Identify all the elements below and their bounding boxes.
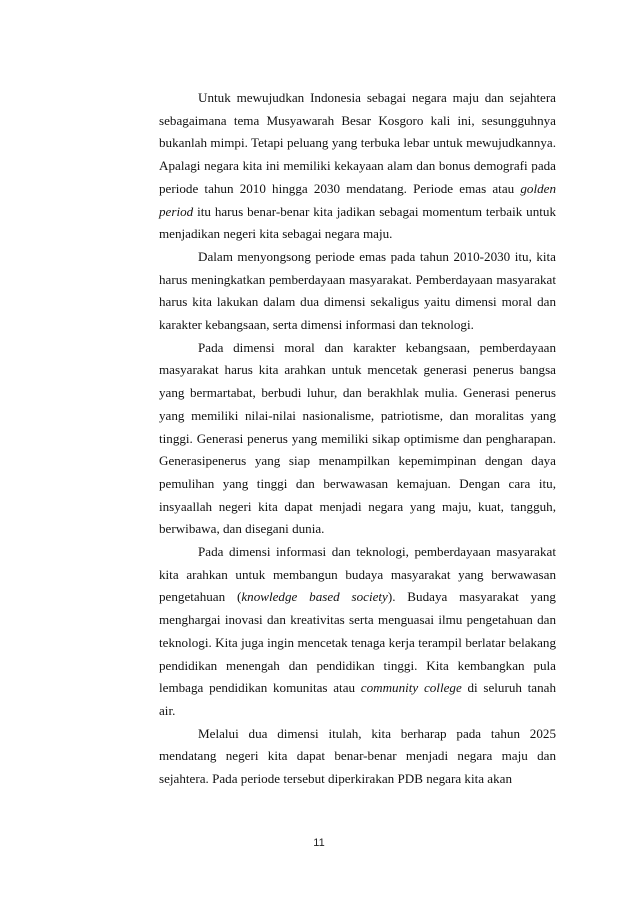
paragraph-4-text-1: Pada dimensi informasi dan teknologi, pemberdayaan masyarakat kita arahkan untuk membangun budaya masyarakat yang berwawasan pengetahuan ( bbox=[159, 544, 556, 605]
paragraph-3 bbox=[159, 337, 556, 541]
paragraph-4-text-3: di seluruh tanah air. bbox=[159, 680, 557, 718]
paragraph-5-text: Melalui dua dimensi itulah, kita berharap pada tahun 2025 mendatang negeri kita dapat benar-benar menjadi negara maju dan sejahtera. Pada periode tersebut diperkirakan PDB negara kita akan bbox=[159, 725, 556, 787]
page-number: 11 bbox=[313, 837, 325, 849]
paragraph-2-text: Dalam menyongsong periode emas pada tahun 2010-2030 itu, kita harus meningkatkan pemberdayaan masyarakat. Pemberdayaan masyarakat harus kita lakukan dalam dua dimensi sekaligus yaitu dimensi moral dan karakter kebangsaan, serta dimensi informasi dan teknologi. bbox=[159, 248, 556, 333]
body-text bbox=[159, 87, 556, 791]
paragraph-5 bbox=[159, 723, 556, 791]
paragraph-4-italic-term-1: knowledge based society bbox=[241, 589, 388, 605]
paragraph-1-text-1: Untuk mewujudkan Indonesia sebagai negara maju dan sejahtera sebagaimana tema Musyawarah Besar Kosgoro kali ini, sesungguhnya bukanlah mimpi. Tetapi peluang yang terbuka lebar untuk mewujudkannya. Apalagi negara kita ini memiliki kekayaan alam dan bonus demografi pada periode tahun 2010 hingga 2030 mendatang. Periode emas atau bbox=[159, 90, 556, 196]
paragraph-4 bbox=[159, 541, 556, 723]
paragraph-4-text-2: ). Budaya masyarakat yang menghargai inovasi dan kreativitas serta menguasai ilmu pengetahuan dan teknologi. Kita juga ingin mencetak tenaga kerja terampil berlatar belakang pendidikan menengah dan pendidikan tinggi. Kita kembangkan pula lembaga pendidikan komunitas atau bbox=[159, 589, 556, 696]
paragraph-1-text-2: itu harus benar-benar kita jadikan sebagai momentum terbaik untuk menjadikan negeri kita sebagai negara maju. bbox=[159, 203, 556, 242]
paragraph-3-text: Pada dimensi moral dan karakter kebangsaan, pemberdayaan masyarakat harus kita arahkan untuk mencetak generasi penerus bangsa yang bermartabat, berbudi luhur, dan berakhlak mulia. Generasi penerus yang memiliki nilai-nilai nasionalisme, patriotisme, dan moralitas yang tinggi. Generasi penerus yang memiliki sikap optimisme dan pengharapan. Generasipenerus yang siap menampilkan kepemimpinan dengan daya pemulihan yang tinggi dan berwawasan kemajuan. Dengan cara itu, insyaallah negeri kita dapat menjadi negara yang maju, kuat, tangguh, berwibawa, dan disegani dunia. bbox=[159, 339, 556, 537]
paragraph-4-italic-term-2: community college bbox=[360, 680, 462, 696]
paragraph-1 bbox=[159, 87, 556, 246]
paragraph-2 bbox=[159, 246, 556, 337]
paragraph-1-italic-term: golden period bbox=[159, 180, 556, 219]
